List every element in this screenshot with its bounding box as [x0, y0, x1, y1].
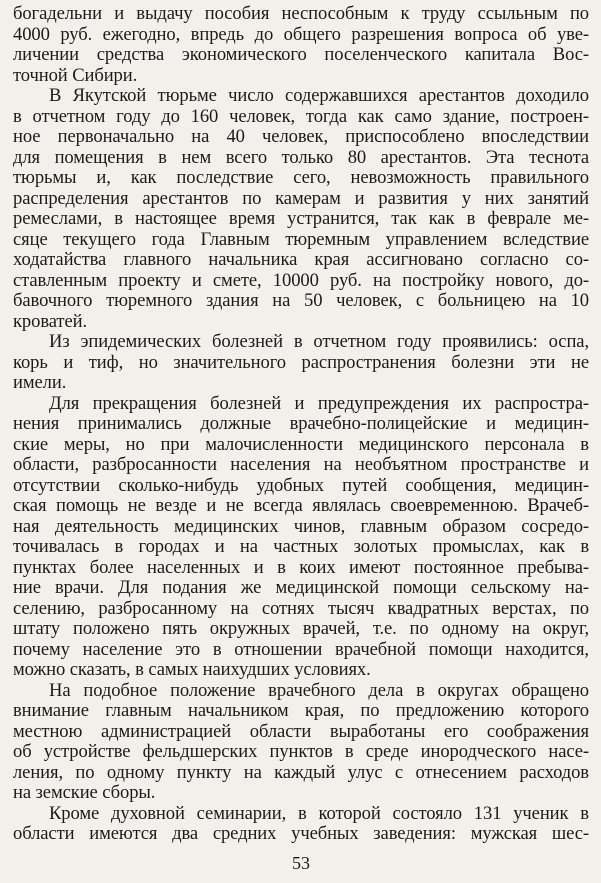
text-line: отсутствии сколько-нибудь удобных путей сообщения, медицин- [13, 474, 589, 496]
text-line: для помещения в нем всего только 80 арестантов. Эта теснота [13, 146, 589, 168]
text-line: богадельни и выдачу пособия неспособным к труду ссыльным по [13, 3, 589, 24]
text-line: ремеслами, в настоящее время устранится, так как в феврале ме- [13, 208, 589, 229]
text-line: ное первоначально на 40 человек, приспособлено впоследствии [13, 126, 589, 147]
text-line: штату положено пять окружных врачей, т.е. по одному на округ, [13, 618, 589, 639]
text-line: области, разбросанности населения на необъятном пространстве и [13, 454, 589, 475]
text-line: ления, по одному пункту на каждый улус с отнесением расходов [13, 761, 589, 783]
text-line: ная деятельность медицинских чинов, главным образом сосредо- [13, 515, 589, 537]
text-line: ские меры, но при малочисленности медицинского персонала в [13, 433, 589, 455]
text-line: об устройстве фельдшерских пунктов в среде инородческого насе- [13, 741, 589, 762]
text-line: 4000 руб. ежегодно, впредь до общего разрешения вопроса об уве- [13, 23, 589, 45]
text-line: сяце текущего года Главным тюремным управлением вследствие [13, 228, 589, 250]
text-line: в отчетном году до 160 человек, тогда как само здание, построен- [13, 105, 589, 127]
text-line: можно сказать, в самых наихудших условиях. [13, 659, 371, 680]
document-page [13, 3, 589, 873]
text-line: ходатайства главного начальника края ассигновано согласно со- [13, 249, 589, 270]
text-line: местною администрацией области выработаны его соображения [13, 720, 589, 742]
text-line: ставленным проекту и смете, 10000 руб. на постройку нового, до- [13, 269, 589, 291]
text-line: В Якутской тюрьме число содержавшихся арестантов доходило [49, 85, 589, 106]
text-line: точивалась в городах и на частных золотых промыслах, как в [13, 536, 589, 557]
text-line: На подобное положение врачебного дела в округах обращено [49, 679, 589, 701]
text-line: на земские сборы. [13, 782, 156, 803]
text-line: нения принимались должные врачебно-полицейские и медицин- [13, 413, 589, 434]
text-line: ние врачи. Для подания же медицинской помощи сельскому на- [13, 577, 589, 598]
text-line: кроватей. [13, 310, 88, 332]
text-line: имели. [13, 372, 67, 393]
text-line: бавочного тюремного здания на 50 человек, с больницею на 10 [13, 290, 589, 311]
text-line: почему население это в отношении врачебной помощи находится, [13, 638, 589, 660]
page-number: 53 [292, 853, 310, 873]
text-line: селению, разбросанному на сотнях тысяч квадратных верстах, по [13, 597, 589, 619]
text-line: точной Сибири. [13, 64, 138, 86]
text-line: Кроме духовной семинарии, в которой состояло 131 ученик в [49, 802, 589, 824]
text-line: тюрьмы и, как последствие сего, невозможность правильного [13, 167, 589, 188]
text-line: внимание главным начальником края, по предложению которого [13, 700, 589, 721]
text-line: распределения арестантов по камерам и развития у них занятий [13, 187, 589, 209]
text-line: личении средства экономического поселенческого капитала Вос- [13, 44, 589, 65]
text-line: корь и тиф, но значительного распространения болезни эти не [13, 351, 589, 373]
text-line: Из эпидемических болезней в отчетном году проявились: оспа, [49, 331, 589, 352]
text-line: Для прекращения болезней и предупреждения их распростра- [49, 392, 589, 414]
text-line: пунктах более населенных и в коих имеют постоянное пребыва- [13, 556, 589, 578]
text-line: области имеются два средних учебных заведения: мужская шес- [13, 823, 589, 844]
text-line: ская помощь не везде и не всегда являлась своевременною. Врачеб- [13, 495, 589, 516]
